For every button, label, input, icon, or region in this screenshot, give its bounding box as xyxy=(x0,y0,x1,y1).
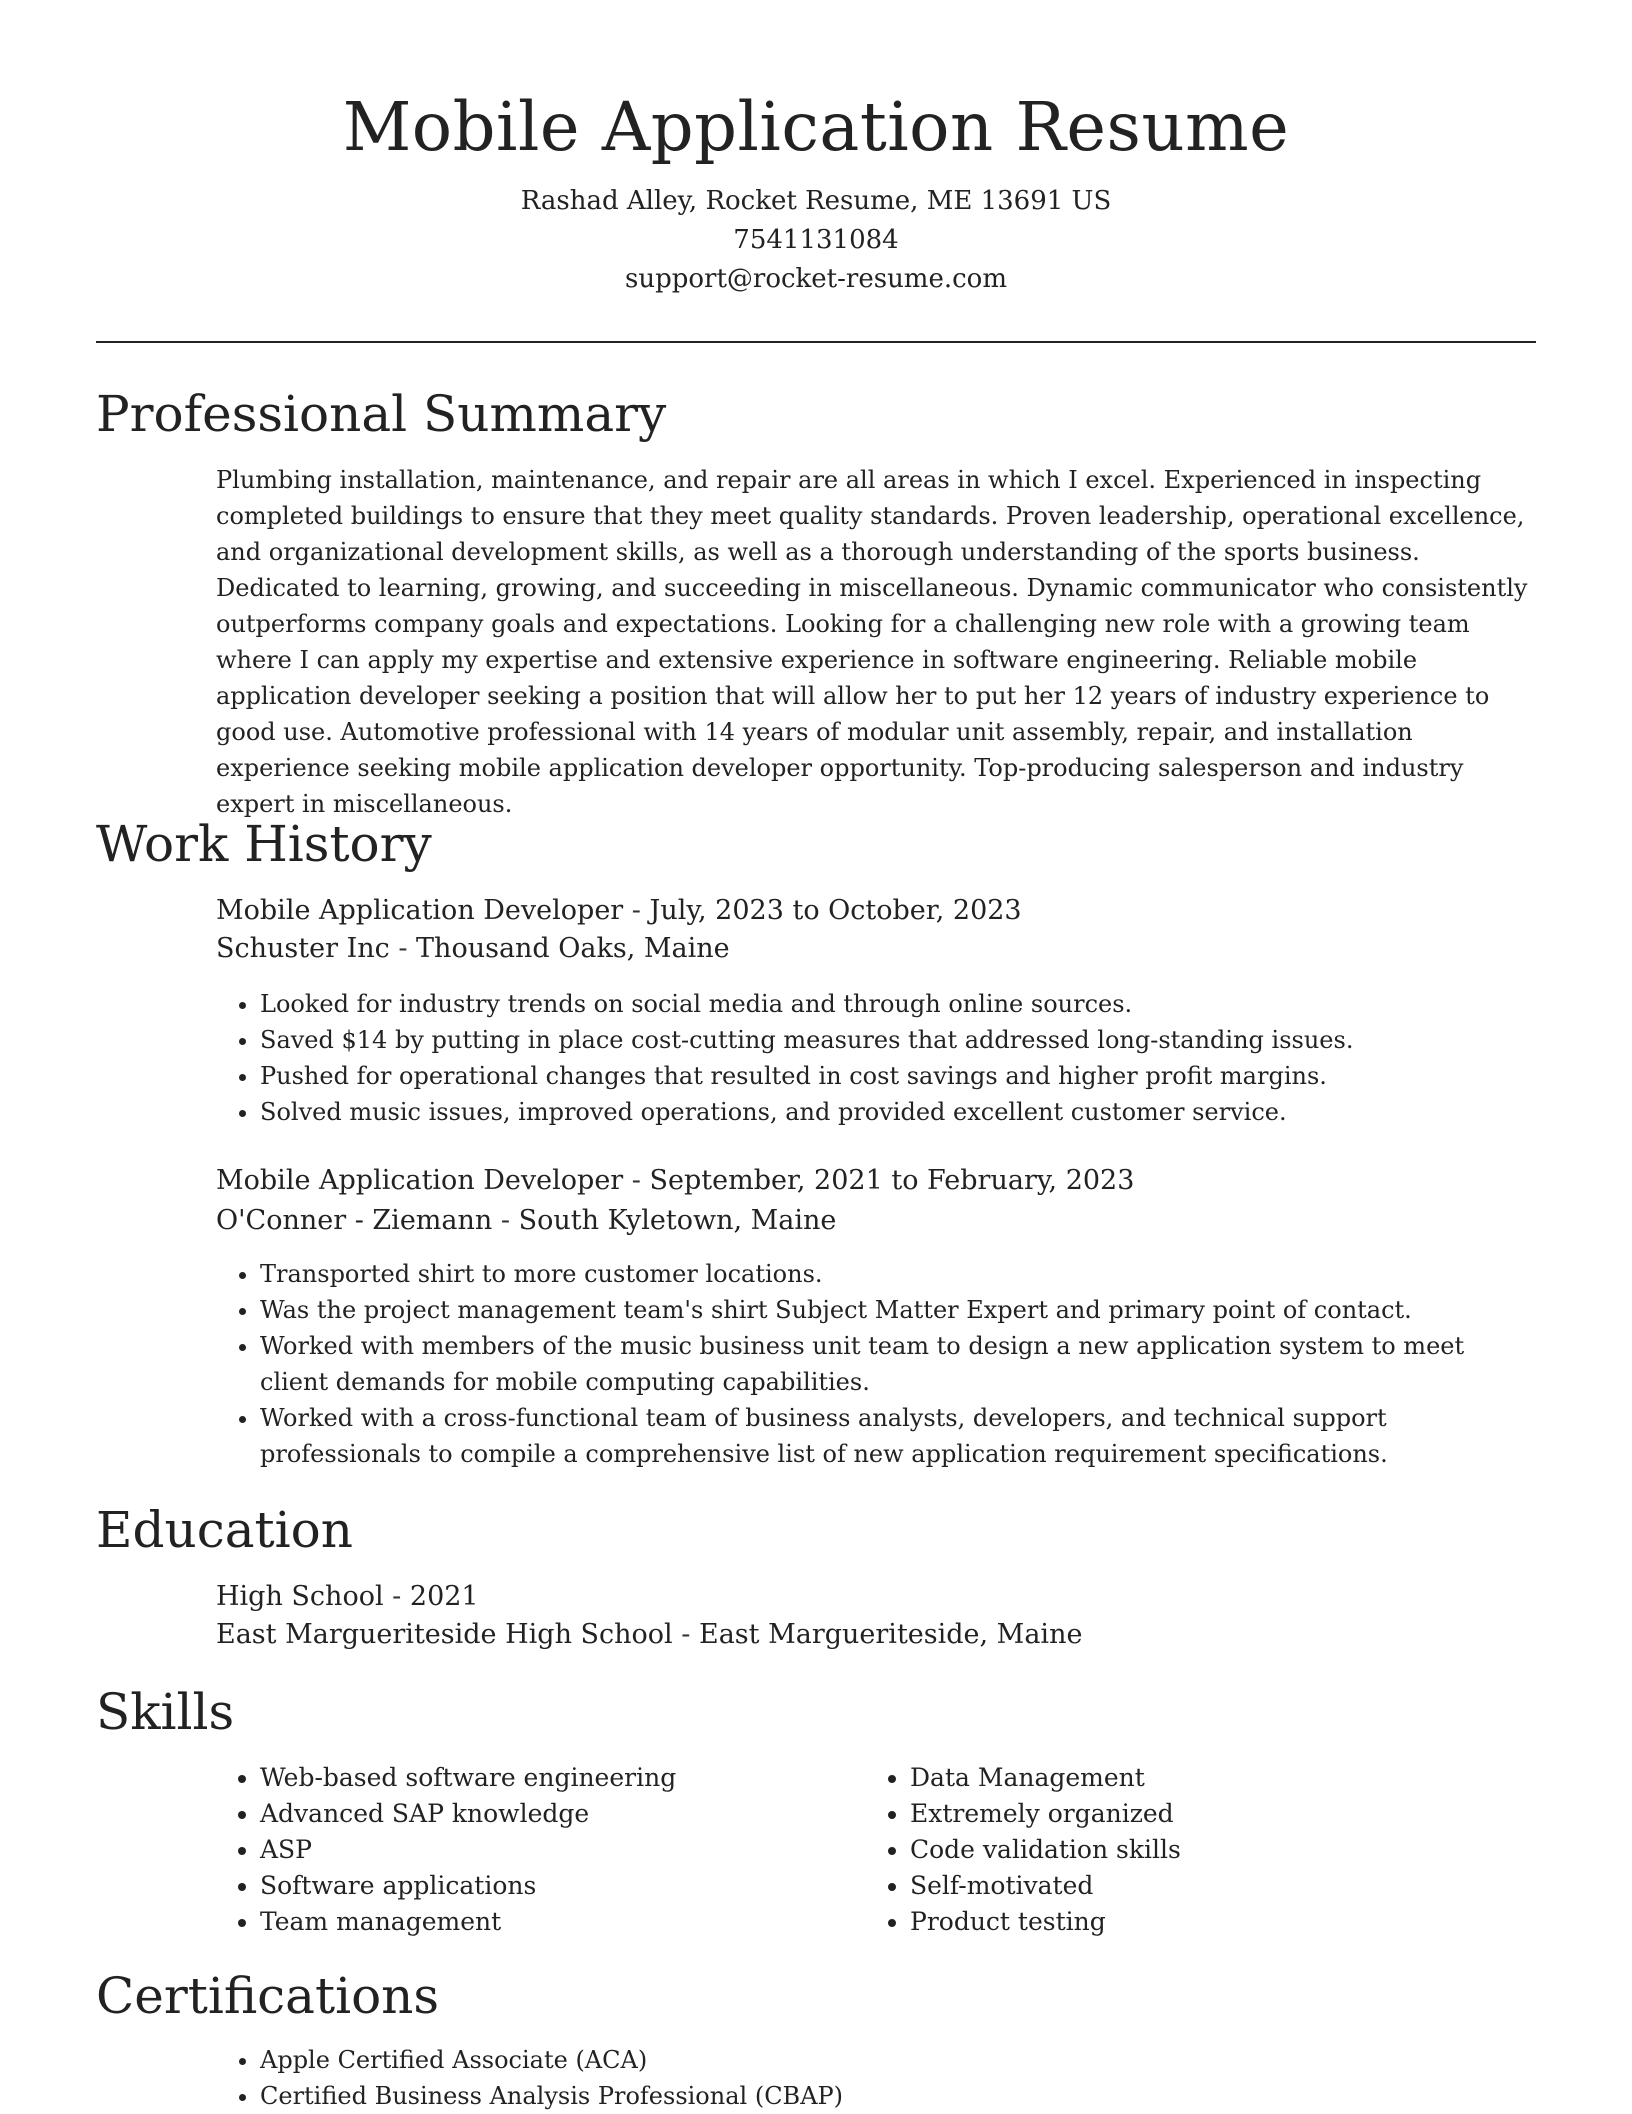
list-item: • ASP xyxy=(260,1832,816,1868)
job-title-line xyxy=(216,892,1022,930)
job-company-line xyxy=(216,930,730,968)
skills-list-left xyxy=(216,1760,816,1940)
list-item: • Extremely organized xyxy=(910,1796,1466,1832)
resume-header xyxy=(0,82,1632,299)
education-degree-line xyxy=(216,1578,479,1616)
list-item: • Certified Business Analysis Professional (CBAP) xyxy=(260,2078,1536,2114)
list-item: • Code validation skills xyxy=(910,1832,1466,1868)
list-item: • Saved $14 by putting in place cost-cutting measures that addressed long-standing issues. xyxy=(260,1022,1536,1058)
summary-text: Plumbing installation, maintenance, and repair are all areas in which I excel. Experienced in inspecting completed buildings to ensure that they meet quality standards. Proven leadership, operational excellence, and organizational development skills, as well as a thorough understanding of the sports business. Dedicated to learning, growing, and succeeding in miscellaneous. Dynamic communicator who consistently outperforms company goals and expectations. Looking for a challenging new role with a growing team where I can apply my expertise and extensive experience in software engineering. Reliable mobile application developer seeking a position that will allow her to put her 12 years of industry experience to good use. Automotive professional with 14 years of modular unit assembly, repair, and installation experience seeking mobile application developer opportunity. Top-producing salesperson and industry expert in miscellaneous. xyxy=(216,466,1528,818)
education-degree: High School xyxy=(216,1581,384,1612)
list-item: • Data Management xyxy=(910,1760,1466,1796)
skills-list-right xyxy=(866,1760,1466,1940)
list-item: • Worked with a cross-functional team of business analysts, developers, and technical support professionals to compile a comprehensive list of new application requirement specifications. xyxy=(260,1400,1536,1472)
job-company: O'Conner - Ziemann xyxy=(216,1205,493,1236)
job-dates: July, 2023 to October, 2023 xyxy=(649,895,1022,926)
list-item: • Advanced SAP knowledge xyxy=(260,1796,816,1832)
section-heading-work-history: Work History xyxy=(96,815,432,873)
list-item: • Team management xyxy=(260,1904,816,1940)
certifications-list xyxy=(216,2042,1536,2114)
job-bullet-list xyxy=(216,986,1536,1130)
separator: - xyxy=(623,1165,650,1196)
list-item: • Self-motivated xyxy=(910,1868,1466,1904)
contact-phone: 7541131084 xyxy=(733,225,899,255)
education-school-line xyxy=(216,1616,1082,1654)
job-company-line xyxy=(216,1202,836,1240)
job-title: Mobile Application Developer xyxy=(216,895,624,926)
list-item: • Worked with members of the music business unit team to design a new application system to meet client demands for mobile computing capabilities. xyxy=(260,1328,1536,1400)
list-item: • Pushed for operational changes that resulted in cost savings and higher profit margins. xyxy=(260,1058,1536,1094)
separator: - xyxy=(383,1581,410,1612)
job-location: South Kyletown, Maine xyxy=(518,1205,837,1236)
separator: - xyxy=(389,933,417,964)
job-location: Thousand Oaks, Maine xyxy=(416,933,730,964)
education-year: 2021 xyxy=(409,1581,479,1612)
contact-email: support@rocket-resume.com xyxy=(624,264,1007,294)
job-title-line xyxy=(216,1162,1134,1200)
separator: - xyxy=(492,1205,519,1236)
contact-block xyxy=(0,182,1632,299)
section-heading-skills: Skills xyxy=(96,1683,235,1741)
list-item: • Was the project management team's shirt Subject Matter Expert and primary point of contact. xyxy=(260,1292,1536,1328)
contact-address: Rashad Alley, Rocket Resume, ME 13691 US xyxy=(520,186,1112,216)
education-school: East Margueriteside High School xyxy=(216,1619,673,1650)
section-heading-summary: Professional Summary xyxy=(96,385,667,443)
job-company: Schuster Inc xyxy=(216,933,390,964)
list-item: • Solved music issues, improved operations, and provided excellent customer service. xyxy=(260,1094,1536,1130)
separator: - xyxy=(623,895,650,926)
job-dates: September, 2021 to February, 2023 xyxy=(649,1165,1135,1196)
header-divider xyxy=(96,341,1536,343)
list-item: • Apple Certified Associate (ACA) xyxy=(260,2042,1536,2078)
document-title: Mobile Application Resume xyxy=(342,88,1290,166)
section-heading-education: Education xyxy=(96,1501,353,1559)
list-item: • Transported shirt to more customer locations. xyxy=(260,1256,1536,1292)
list-item: • Software applications xyxy=(260,1868,816,1904)
job-title: Mobile Application Developer xyxy=(216,1165,624,1196)
list-item: • Web-based software engineering xyxy=(260,1760,816,1796)
separator: - xyxy=(672,1619,699,1650)
job-bullet-list xyxy=(216,1256,1536,1472)
list-item: • Looked for industry trends on social media and through online sources. xyxy=(260,986,1536,1022)
list-item: • Product testing xyxy=(910,1904,1466,1940)
section-heading-certifications: Certifications xyxy=(96,1967,440,2025)
education-location: East Margueriteside, Maine xyxy=(699,1619,1083,1650)
